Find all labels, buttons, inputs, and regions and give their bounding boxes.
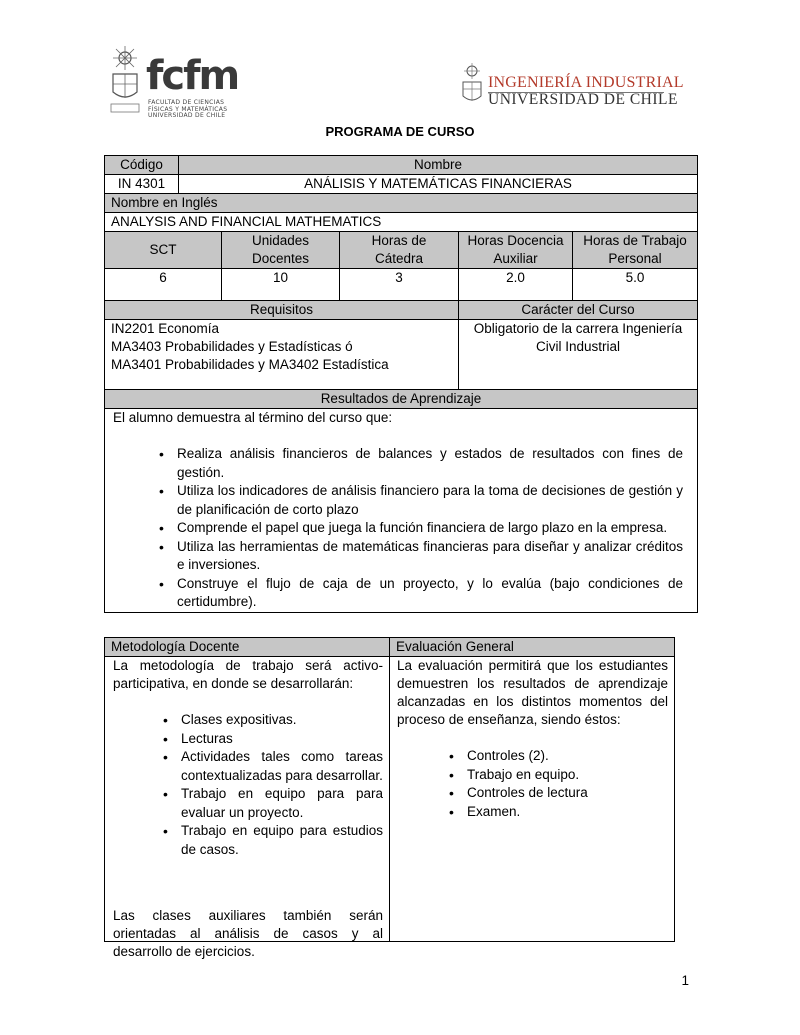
methodology-cell — [105, 657, 390, 959]
stat-value: 5.0 — [573, 269, 698, 301]
logo-title: INGENIERÍA INDUSTRIAL — [488, 74, 684, 91]
evaluation-cell — [390, 657, 675, 942]
fcfm-wordmark: fcfm — [146, 53, 239, 99]
code-header: Código — [105, 156, 179, 175]
fcfm-logo — [108, 44, 238, 126]
evaluation-list — [397, 747, 668, 821]
fcfm-subtitle: FACULTAD DE CIENCIAS FÍSICAS Y MATEMÁTICAS UNIVERSIDAD DE CHILE — [148, 99, 228, 119]
methodology-closing: Las clases auxiliares también serán orientadas al análisis de casos y al desarrollo de ejercicios. — [113, 908, 383, 959]
course-name: ANÁLISIS Y MATEMÁTICAS FINANCIERAS — [179, 175, 698, 194]
methodology-list — [113, 711, 383, 859]
stat-header: Horas de Trabajo Personal — [573, 232, 698, 269]
requisites-header: Requisitos — [105, 301, 459, 320]
course-code: IN 4301 — [105, 175, 179, 194]
stat-value: 2.0 — [459, 269, 573, 301]
english-name: ANALYSIS AND FINANCIAL MATHEMATICS — [105, 213, 698, 232]
list-item: • Examen. — [467, 803, 668, 822]
list-item: • Trabajo en equipo para estudios de casos. — [181, 822, 383, 859]
stat-value: 6 — [105, 269, 222, 301]
list-item: • Controles (2). — [467, 747, 668, 766]
evaluation-header: Evaluación General — [390, 638, 675, 657]
list-item: • Clases expositivas. — [181, 711, 383, 730]
stat-header: Horas de Cátedra — [340, 232, 459, 269]
university-seal-icon — [460, 62, 484, 108]
list-item: • Trabajo en equipo para para evaluar un proyecto. — [181, 785, 383, 822]
methodology-intro: La metodología de trabajo será activo-participativa, en donde se desarrollarán: — [113, 658, 383, 691]
stat-value: 10 — [222, 269, 340, 301]
results-cell — [105, 409, 698, 613]
character-header: Carácter del Curso — [459, 301, 698, 320]
list-item: • Utiliza los indicadores de análisis financiero para la toma de decisiones de gestión y de planificación de corto plazo — [177, 482, 683, 519]
evaluation-intro: La evaluación permitirá que los estudiantes demuestren los resultados de aprendizaje alcanzadas en los distintos momentos del proceso de enseñanza, siendo éstos: — [397, 658, 668, 727]
page-number: 1 — [681, 973, 689, 988]
results-intro: El alumno demuestra al término del curso que: — [113, 410, 393, 425]
requisites-cell — [105, 320, 459, 390]
requisite-item: IN2201 Economía — [111, 321, 220, 336]
list-item: • Realiza análisis financieros de balances y estados de resultados con fines de gestión. — [177, 445, 683, 482]
stat-header: Unidades Docentes — [222, 232, 340, 269]
list-item: • Actividades tales como tareas contextualizadas para desarrollar. — [181, 748, 383, 785]
stat-header: SCT — [105, 232, 222, 269]
page-title: PROGRAMA DE CURSO — [325, 124, 475, 139]
course-table — [104, 155, 698, 613]
stat-value: 3 — [340, 269, 459, 301]
list-item: • Controles de lectura — [467, 784, 668, 803]
methodology-header: Metodología Docente — [105, 638, 390, 657]
list-item: • Construye el flujo de caja de un proyecto, y lo evalúa (bajo condiciones de certidumbre). — [177, 575, 683, 612]
list-item: • Comprende el papel que juega la función financiera de largo plazo en la empresa. — [177, 519, 683, 538]
list-item: • Lecturas — [181, 730, 383, 749]
list-item: • Utiliza las herramientas de matemáticas financieras para diseñar y analizar créditos e inversiones. — [177, 538, 683, 575]
stat-header: Horas Docencia Auxiliar — [459, 232, 573, 269]
logo-subtitle: UNIVERSIDAD DE CHILE — [488, 91, 678, 108]
english-name-header: Nombre en Inglés — [105, 194, 698, 213]
ingenieria-industrial-logo — [460, 60, 684, 110]
methodology-table — [104, 637, 675, 959]
university-seal-icon — [108, 44, 144, 118]
list-item: • Trabajo en equipo. — [467, 766, 668, 785]
character-value: Obligatorio de la carrera Ingeniería Civil Industrial — [459, 320, 698, 390]
results-list — [113, 445, 683, 612]
name-header: Nombre — [179, 156, 698, 175]
requisite-item: MA3403 Probabilidades y Estadísticas ó — [111, 339, 353, 354]
results-header: Resultados de Aprendizaje — [105, 390, 698, 409]
requisite-item: MA3401 Probabilidades y MA3402 Estadística — [111, 357, 389, 372]
